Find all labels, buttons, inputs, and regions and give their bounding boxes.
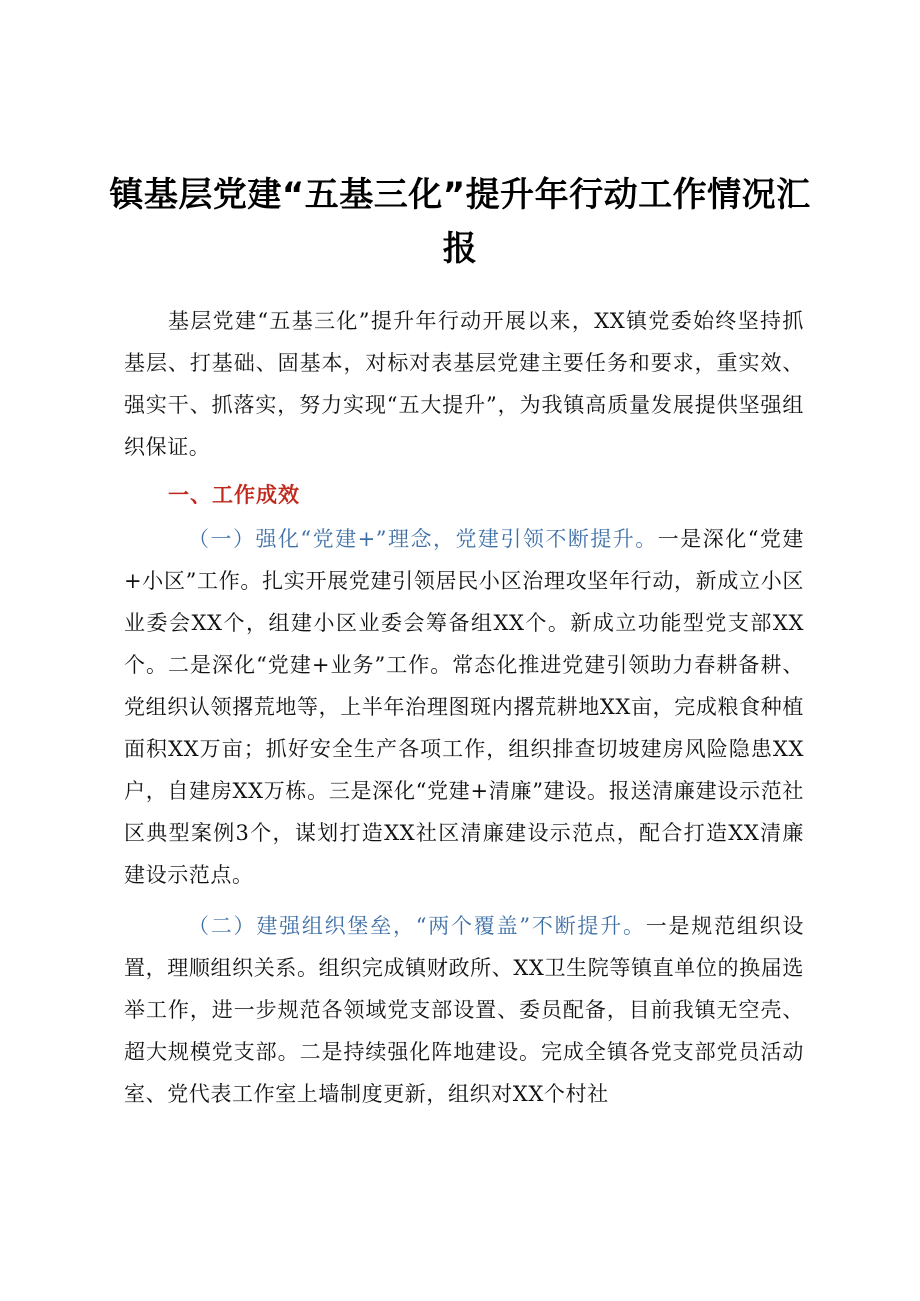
paragraph-organization-fortress — [124, 905, 804, 1115]
paragraph-organization-fortress-text: 一是规范组织设置，理顺组织关系。组织完成镇财政所、XX卫生院等镇直单位的换届选举工作，进一步规范各领域党支部设置、委员配备，目前我镇无空壳、超大规模党支部。二是持续强化阵地建设。完成全镇各党支部党员活动室、党代表工作室上墙制度更新，组织对XX个村社 — [124, 914, 804, 1106]
section-heading-work-results: 一、工作成效 — [168, 483, 300, 507]
subheading-organization-fortress: （二）建强组织堡垒，“两个覆盖”不断提升。 — [188, 914, 646, 938]
paragraph-party-building-plus-text: 一是深化“党建+小区”工作。扎实开展党建引领居民小区治理攻坚年行动，新成立小区业委会XX个，组建小区业委会筹备组XX个。新成立功能型党支部XX个。二是深化“党建+业务”工作。常态化推进党建引领助力春耕备耕、党组织认领撂荒地等，上半年治理图斑内撂荒耕地XX亩，完成粮食种植面积XX万亩；抓好安全生产各项工作，组织排查切坡建房风险隐患XX户，自建房XX万栋。三是深化“党建+清廉”建设。报送清廉建设示范社区典型案例3个，谋划打造XX社区清廉建设示范点，配合打造XX清廉建设示范点。 — [124, 527, 805, 887]
document-title: 镇基层党建“五基三化”提升年行动工作情况汇报 — [109, 175, 811, 269]
intro-paragraph: 基层党建“五基三化”提升年行动开展以来，XX镇党委始终坚持抓基层、打基础、固基本，对标对表基层党建主要任务和要求，重实效、强实干、抓落实，努力实现“五大提升”，为我镇高质量发展提供坚强组织保证。 — [124, 309, 804, 459]
paragraph-party-building-plus — [124, 518, 804, 896]
subheading-party-building-plus: （一）强化“党建+”理念，党建引领不断提升。 — [188, 527, 658, 551]
